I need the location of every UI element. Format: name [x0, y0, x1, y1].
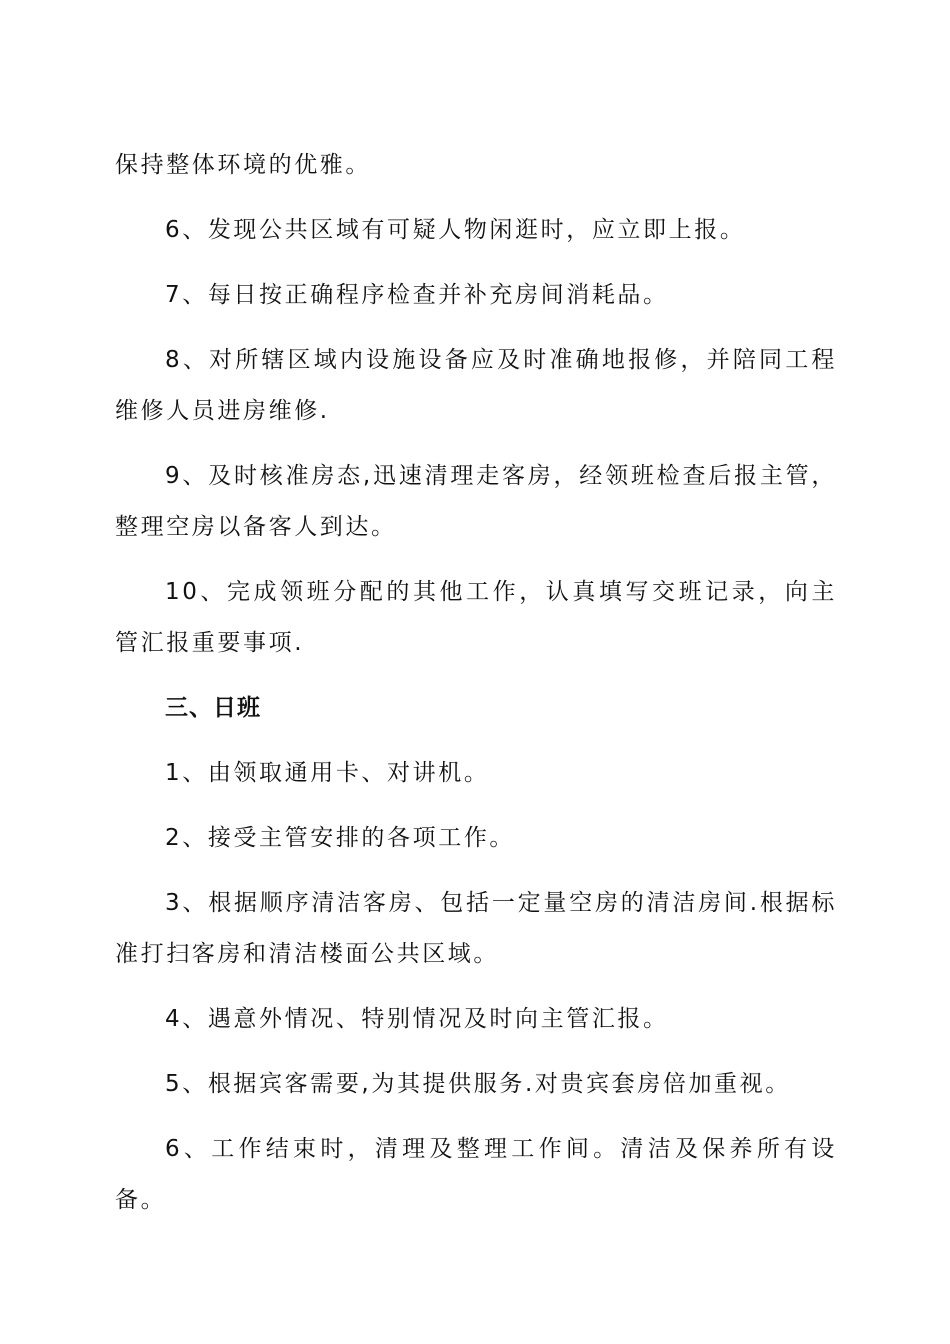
paragraph-day-item-4: 4、遇意外情况、特别情况及时向主管汇报。: [165, 1006, 669, 1032]
paragraph-item-7: 7、每日按正确程序检查并补充房间消耗品。: [165, 282, 669, 308]
paragraph-day-item-5: 5、根据宾客需要,为其提供服务.对贵宾套房倍加重视。: [165, 1071, 791, 1097]
paragraph-item-9: 9、及时核准房态,迅速清理走客房，经领班检查后报主管，整理空房以备客人到达。: [115, 463, 837, 540]
paragraph-item-10: 10、完成领班分配的其他工作，认真填写交班记录，向主管汇报重要事项.: [115, 579, 837, 656]
document-body: [115, 140, 837, 1240]
paragraph-day-item-1: 1、由领取通用卡、对讲机。: [165, 760, 490, 786]
paragraph-item-6: 6、发现公共区域有可疑人物闲逛时，应立即上报。: [165, 217, 746, 243]
paragraph-item-8: 8、对所辖区域内设施设备应及时准确地报修，并陪同工程维修人员进房维修.: [115, 347, 837, 424]
paragraph-day-item-3: 3、根据顺序清洁客房、包括一定量空房的清洁房间.根据标准打扫客房和清洁楼面公共区域。: [115, 890, 837, 967]
paragraph-day-item-2: 2、接受主管安排的各项工作。: [165, 825, 516, 851]
paragraph-continuation: 保持整体环境的优雅。: [115, 152, 371, 178]
section-heading-day-shift: 三、日班: [165, 695, 261, 721]
paragraph-day-item-6: 6、工作结束时，清理及整理工作间。清洁及保养所有设备。: [115, 1136, 837, 1213]
